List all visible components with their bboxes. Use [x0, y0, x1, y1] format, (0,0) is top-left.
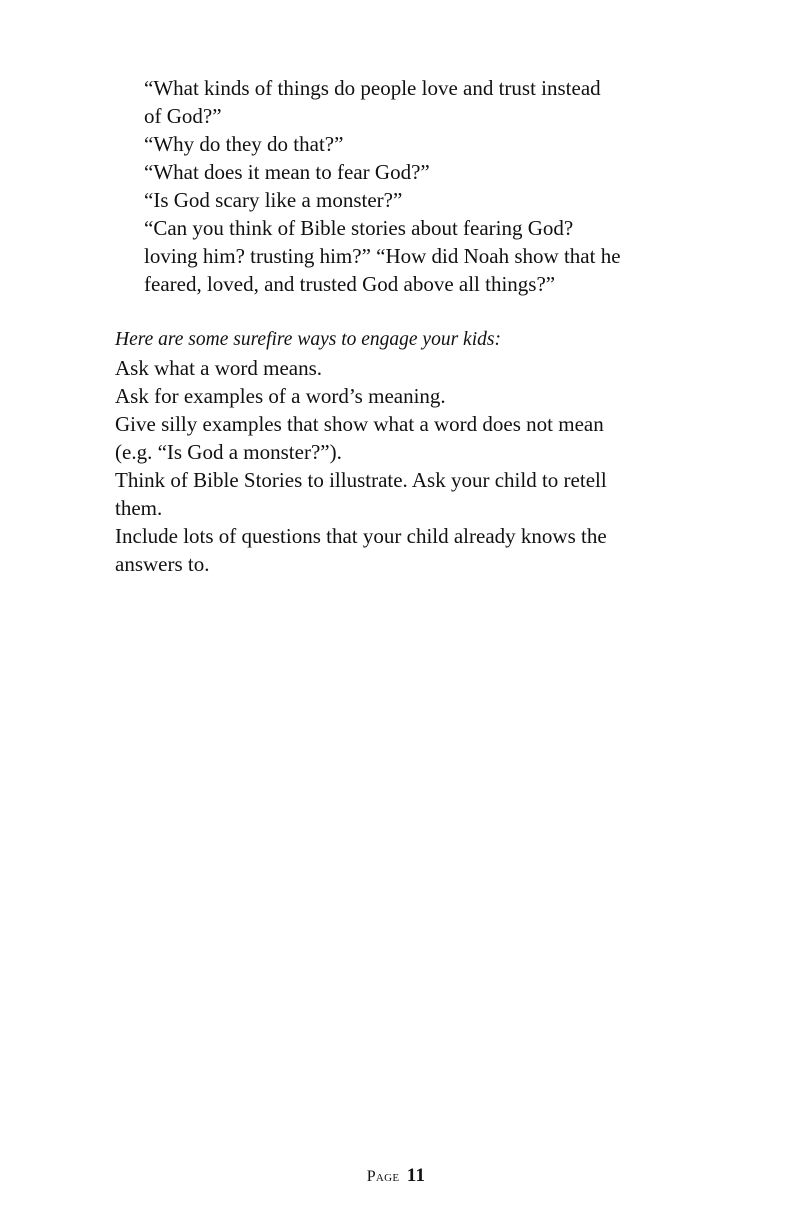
question-line: “What kinds of things do people love and trust instead: [144, 76, 601, 100]
question-line: “What does it mean to fear God?”: [144, 160, 430, 184]
page-number: [0, 1164, 792, 1189]
tip-line: them.: [115, 496, 163, 520]
question-line: “Can you think of Bible stories about fearing God?: [144, 216, 574, 240]
tip-line: Ask what a word means.: [115, 356, 323, 380]
question-line: loving him? trusting him?” “How did Noah show that he: [144, 244, 621, 268]
tip-line: answers to.: [115, 552, 210, 576]
tip-line: Think of Bible Stories to illustrate. Ask your child to retell: [115, 468, 607, 492]
tip-line: Ask for examples of a word’s meaning.: [115, 384, 446, 408]
tips-heading: Here are some surefire ways to engage your kids:: [115, 329, 501, 350]
question-line: of God?”: [144, 104, 222, 128]
tip-line: Give silly examples that show what a word does not mean: [115, 412, 604, 436]
question-line: “Why do they do that?”: [144, 132, 344, 156]
page-number-value: 11: [406, 1165, 426, 1186]
tip-line: Include lots of questions that your child already knows the: [115, 524, 607, 548]
question-line: “Is God scary like a monster?”: [144, 188, 403, 212]
tip-line: (e.g. “Is God a monster?”).: [115, 440, 342, 464]
page-label: Page: [366, 1168, 400, 1185]
question-line: feared, loved, and trusted God above all things?”: [144, 272, 556, 296]
